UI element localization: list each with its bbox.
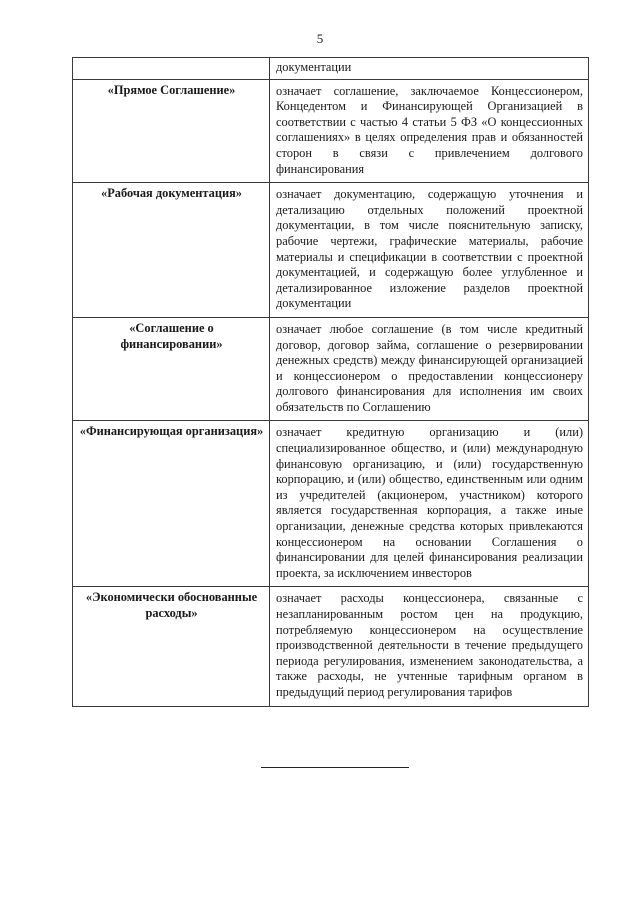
definitions-table (72, 57, 589, 707)
table-row (73, 183, 589, 318)
term-cell: «Экономически обоснованные расходы» (73, 587, 270, 706)
definition-cell: означает любое соглашение (в том числе кредитный договор, договор займа, соглашение о резервировании денежных средств) между финансирующей организацией и концессионером о предоставлении концессионеру долгового финансирования для исполнения им своих обязательств по Соглашению (270, 317, 589, 421)
term-cell: «Соглашение о финансировании» (73, 317, 270, 421)
footer-divider (261, 767, 409, 768)
table-row (73, 79, 589, 183)
table-row (73, 58, 589, 80)
definition-cell: означает расходы концессионера, связанные с незапланированным ростом цен на продукцию, потребляемую концессионером на осуществление производственной деятельности в течение предыдущего периода регулирования, изменением законодательства, а также расходы, не учтенные тарифным органом в предыдущий период регулирования тарифов (270, 587, 589, 706)
definition-cell: документации (270, 58, 589, 80)
definition-cell: означает соглашение, заключаемое Концессионером, Концедентом и Финансирующей Организацией в соответствии с частью 4 статьи 5 ФЗ «О концессионных соглашениях» в целях определения прав и обязанностей сторон в связи с привлечением долгового финансирования (270, 79, 589, 183)
term-cell: «Рабочая документация» (73, 183, 270, 318)
table-row (73, 317, 589, 421)
table-row (73, 421, 589, 587)
definition-cell: означает кредитную организацию и (или) специализированное общество, и (или) международную финансовую организацию, и (или) государственную корпорацию, и (или) общество, единственным или одним из учредителей (акционером, участником) которого является государственная корпорация, а также иные организации, денежные средства которых привлекаются концессионером на основании Соглашения о финансировании для целей финансирования реализации проекта, за исключением инвесторов (270, 421, 589, 587)
table-row (73, 587, 589, 706)
term-cell: «Финансирующая организация» (73, 421, 270, 587)
definition-cell: означает документацию, содержащую уточнения и детализацию отдельных положений проектной документации, в том числе пояснительную записку, рабочие чертежи, графические материалы, рабочие материалы и спецификации в соответствии с проектной документацией, и содержащую более углубленное и детализированное изложение разделов проектной документации (270, 183, 589, 318)
term-cell: «Прямое Соглашение» (73, 79, 270, 183)
term-cell (73, 58, 270, 80)
page-number: 5 (316, 31, 324, 46)
